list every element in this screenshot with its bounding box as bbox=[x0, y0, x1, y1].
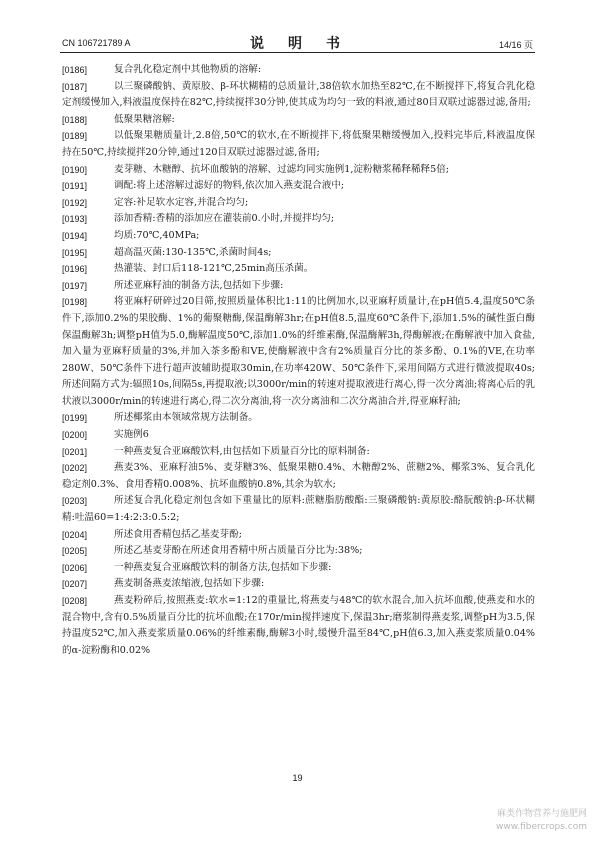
paragraph-number: [0204] bbox=[62, 529, 88, 540]
paragraph-number: [0186] bbox=[62, 65, 88, 75]
paragraph-text: 所述复合乳化稳定剂包含如下重量比的原料:蔗糖脂肪酸酯:三聚磷酸钠:黄原胶:酪朊酸钠:β-环状糊精:吐温60=1:4:2:3:0.5:2; bbox=[62, 495, 535, 524]
paragraph-number: [0201] bbox=[62, 446, 88, 457]
paragraph-number: [0188] bbox=[62, 114, 88, 125]
paragraph bbox=[62, 112, 535, 129]
paragraph-number: [0191] bbox=[62, 181, 88, 192]
paragraph bbox=[62, 576, 535, 593]
paragraph bbox=[62, 261, 535, 278]
paragraph-number: [0206] bbox=[62, 562, 88, 573]
paragraph bbox=[62, 294, 535, 410]
paragraph-text: 低聚果糖溶解: bbox=[114, 113, 175, 125]
paragraph bbox=[62, 493, 535, 526]
paragraph-number: [0205] bbox=[62, 546, 88, 557]
paragraph-text: 将亚麻籽研碎过20目筛,按照质量体积比1:11的比例加水,以亚麻籽质量计,在pH值5.4,温度50℃条件下,添加0.2%的果胶酶、1%的葡聚糖酶,保温酶解3hr;在pH值8.5,温度60℃条件下,添加1.5%的碱性蛋白酶保温酶解3h;调整pH值为5.0,酶解温度50℃,添加1.0%的纤维素酶,保温酶解3h,得酶解液;在酶解液中加入食盐,加入量为亚麻籽质量的3%,并加入茶多酚和VE,使酶解液中含有2%质量百分比的茶多酚、0.1%的VE,在功率280W、50℃条件下进行超声波辅助提取30min,在功率420W、50℃条件下,采用间隔方式进行微波提取40s;所述间隔方式为:辐照10s,间隔5s,再提取液;以3000r/min的转速对提取液进行离心,得一次分离油;将离心后的乳状液以3000r/min的转速进行离心,得二次分离油,将一次分离油和二次分离油合并,得亚麻籽油; bbox=[62, 296, 535, 407]
watermark-site-name: 麻类作物营养与施肥网 bbox=[496, 809, 587, 819]
paragraph bbox=[62, 543, 535, 560]
paragraph-text: 添加香精:香精的添加应在灌装前0.小时,并搅拌均匀; bbox=[114, 213, 335, 225]
paragraph bbox=[62, 278, 535, 295]
paragraph-number: [0189] bbox=[62, 131, 88, 142]
page-number: 19 bbox=[292, 773, 303, 783]
paragraph-text: 一种燕麦复合亚麻酸饮料,由包括如下质量百分比的原料制备: bbox=[114, 445, 370, 457]
paragraph bbox=[62, 228, 535, 245]
paragraph-number: [0196] bbox=[62, 264, 88, 275]
paragraph-text: 燕麦制备燕麦浓缩液,包括如下步骤: bbox=[114, 578, 265, 590]
document-body bbox=[62, 62, 535, 659]
paragraph-text: 所述乙基麦芽酚在所述食用香精中所占质量百分比为:38%; bbox=[114, 545, 363, 557]
paragraph-number: [0195] bbox=[62, 247, 88, 258]
page-info: 14/16 页 bbox=[498, 40, 533, 50]
paragraph-number: [0207] bbox=[62, 579, 88, 590]
paragraph-number: [0198] bbox=[62, 297, 88, 308]
paragraph bbox=[62, 128, 535, 161]
paragraph bbox=[62, 427, 535, 444]
paragraph-text: 所述亚麻籽油的制备方法,包括如下步骤: bbox=[114, 279, 284, 291]
paragraph-text: 一种燕麦复合亚麻酸饮料的制备方法,包括如下步骤: bbox=[114, 561, 332, 573]
paragraph-number: [0192] bbox=[62, 197, 88, 208]
paragraph bbox=[62, 527, 535, 544]
paragraph bbox=[62, 460, 535, 493]
header-divider bbox=[60, 52, 535, 53]
paragraph bbox=[62, 410, 535, 427]
paragraph-text: 麦芽糖、木糖醇、抗坏血酸钠的溶解、过滤均同实施例1,淀粉糖浆稀释稀释5倍; bbox=[114, 163, 450, 175]
paragraph-number: [0193] bbox=[62, 214, 88, 225]
paragraph-text: 定容:补足软水定容,并混合均匀; bbox=[114, 196, 249, 208]
paragraph-text: 燕麦粉碎后,按照燕麦:软水=1:12的重量比,将燕麦与48℃的软水混合,加入抗坏血酸,使燕麦和水的混合物中,含有0.5%质量百分比的抗坏血酸;在170r/min搅拌速度下,保温3hr;磨浆制得燕麦浆,调整pH为3.5,保持温度52℃,加入燕麦浆质量0.06%的纤维素酶,酶解3小时,缓慢升温至84℃,pH值6.3,加入燕麦浆质量0.04%的α-淀粉酶和0.02% bbox=[62, 595, 535, 656]
paragraph bbox=[62, 162, 535, 179]
watermark bbox=[496, 808, 587, 834]
paragraph-text: 调配:将上述溶解过滤好的物料,依次加入燕麦混合液中; bbox=[114, 180, 345, 192]
paragraph bbox=[62, 560, 535, 577]
paragraph-number: [0190] bbox=[62, 164, 88, 175]
patent-number: CN 106721789 A bbox=[62, 38, 131, 48]
paragraph bbox=[62, 593, 535, 659]
paragraph-number: [0208] bbox=[62, 596, 88, 606]
paragraph-number: [0194] bbox=[62, 230, 88, 241]
paragraph-number: [0187] bbox=[62, 81, 88, 92]
paragraph-text: 以三聚磷酸钠、黄原胶、β-环状糊精的总质量计,38倍软水加热至82℃,在不断搅拌下,将复合乳化稳定剂缓慢加入,料液温度保持在82℃,持续搅拌30分钟,使其成为均匀一致的料液,通过80目双联过滤器过滤,备用; bbox=[62, 80, 535, 109]
paragraph bbox=[62, 195, 535, 212]
paragraph-number: [0199] bbox=[62, 413, 88, 424]
paragraph-text: 热灌装、封口后118-121℃,25min高压杀菌。 bbox=[114, 263, 314, 275]
paragraph-text: 均质:70℃,40MPa; bbox=[114, 229, 200, 241]
watermark-url: www.fibercrops.com bbox=[496, 822, 587, 832]
paragraph bbox=[62, 79, 535, 112]
paragraph-number: [0200] bbox=[62, 430, 88, 441]
paragraph-number: [0197] bbox=[62, 280, 88, 291]
paragraph-text: 实施例6 bbox=[114, 429, 149, 441]
paragraph-text: 所述椰浆由本领域常规方法制备。 bbox=[114, 412, 258, 424]
paragraph bbox=[62, 178, 535, 195]
paragraph bbox=[62, 211, 535, 228]
paragraph bbox=[62, 444, 535, 461]
paragraph-text: 复合乳化稳定剂中其他物质的溶解: bbox=[114, 64, 262, 75]
paragraph-text: 超高温灭菌:130-135℃,杀菌时间4s; bbox=[114, 246, 272, 258]
paragraph-number: [0202] bbox=[62, 463, 88, 474]
paragraph-text: 燕麦3%、亚麻籽油5%、麦芽糖3%、低聚果糖0.4%、木糖醇2%、蔗糖2%、椰浆3%、复合乳化稳定剂0.3%、食用香精0.008%、抗坏血酸钠0.8%,其余为软水; bbox=[62, 462, 535, 490]
paragraph bbox=[62, 245, 535, 262]
document-title: 说 明 书 bbox=[250, 36, 345, 52]
paragraph-number: [0203] bbox=[62, 496, 88, 507]
paragraph-text: 所述食用香精包括乙基麦芽酚; bbox=[114, 528, 242, 540]
paragraph bbox=[62, 62, 535, 79]
paragraph-text: 以低聚果糖质量计,2.8倍,50℃的软水,在不断搅拌下,将低聚果糖缓慢加入,投料完毕后,料液温度保持在50℃,持续搅拌20分钟,通过120目双联过滤器过滤,备用; bbox=[62, 130, 535, 158]
